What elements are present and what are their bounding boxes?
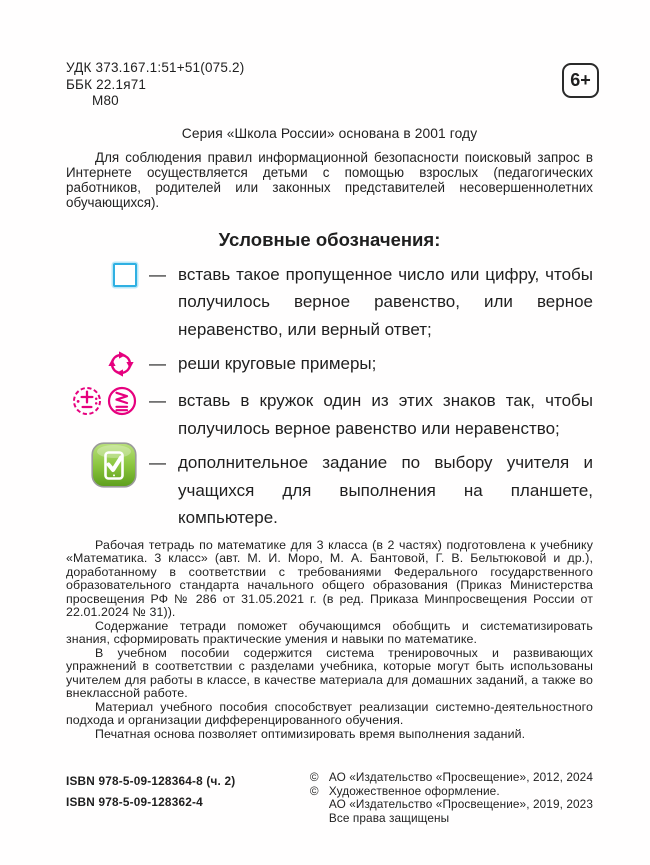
copyright-sign: ©	[309, 783, 319, 798]
annotation-paragraph: Содержание тетради поможет обучающимся обобщить и систематизировать знания, сформировать практические умения и навыки по математике.	[66, 618, 593, 647]
age-rating-badge: 6+	[562, 63, 599, 98]
footer	[66, 771, 593, 825]
bibliographic-codes	[66, 60, 244, 110]
legend-dash: —	[149, 391, 166, 411]
annotation-paragraph: Печатная основа позволяет оптимизировать время выполнения заданий.	[95, 726, 526, 741]
legend-item	[66, 449, 593, 532]
legend-dash: —	[149, 453, 166, 473]
copyright-sign: ©	[309, 770, 319, 785]
legend-dash: —	[149, 354, 166, 374]
safety-note: Для соблюдения правил информационной безопасности поисковый запрос в Интернете осуществляется детьми с помощью взрослых (педагогических работников, родителей или законных представителей несовершеннолетних обучающихся).	[66, 149, 593, 211]
author-sign: М80	[92, 93, 119, 108]
copyright-sign	[310, 798, 329, 812]
circular-arrows-icon	[105, 348, 137, 380]
copyright-line: © Художественное оформление.	[309, 783, 500, 798]
copyright-sign	[310, 812, 329, 826]
legend-text: реши круговые примеры;	[178, 354, 377, 374]
legend-item	[66, 261, 593, 344]
legend-dash: —	[149, 264, 166, 284]
series-note: Серия «Школа России» основана в 2001 году	[181, 125, 478, 141]
isbn-line: ISBN 978-5-09-128364-8 (ч. 2)	[66, 774, 236, 789]
empty-box-icon	[113, 263, 137, 287]
comparison-signs-icon	[107, 386, 137, 416]
legend-item	[66, 350, 593, 380]
legend-text: вставь такое пропущенное число или цифру, чтобы получилось верное равенство, или верное неравенство, или верный ответ;	[178, 264, 593, 339]
udk-line: УДК 373.167.1:51+51(075.2)	[66, 60, 245, 75]
legend-text: дополнительное задание по выбору учителя и учащихся для выполнения на планшете, компьютере.	[178, 453, 593, 528]
annotation-paragraph: В учебном пособии содержится система тренировочных и развивающих упражнений в соответствии с разделами учебника, которые могут быть использованы учителем для работы в классе, в качестве материала для домашних заданий, а также во внеклассной работе.	[66, 645, 593, 701]
isbn-block	[66, 771, 235, 825]
tablet-check-icon	[91, 442, 137, 488]
annotation	[66, 539, 593, 742]
isbn-line: ISBN 978-5-09-128362-4	[66, 794, 203, 809]
top-row	[66, 60, 593, 110]
operation-signs-icon	[72, 386, 102, 416]
bbk-line: ББК 22.1я71	[66, 76, 147, 92]
legend-item	[66, 387, 593, 442]
copyright-line: АО «Издательство «Просвещение», 2019, 2023	[310, 798, 593, 812]
annotation-paragraph: Материал учебного пособия способствует реализации системно-деятельностного подхода и организации дифференцированного обучения.	[66, 699, 593, 728]
legend-text: вставь в кружок один из этих знаков так, чтобы получилось верное равенство или неравенство;	[178, 391, 593, 438]
copyright-block	[310, 771, 593, 825]
copyright-line: Все права защищены	[310, 812, 593, 826]
legend	[66, 261, 593, 532]
copyright-line: © АО «Издательство «Просвещение», 2012, 2024	[309, 770, 593, 785]
legend-title: Условные обозначения:	[218, 228, 441, 250]
annotation-paragraph: Рабочая тетрадь по математике для 3 класса (в 2 частях) подготовлена к учебнику «Математика. 3 класс» (авт. М. И. Моро, М. А. Бантовой, Г. В. Бельтюковой и др.), доработанному в соответствии с требованиями Федерального государственного образовательного стандарта начального общего образования (Приказ Министерства просвещения РФ № 286 от 31.05.2021 г. (в ред. Приказа Минпросвещения России от 22.01.2024 № 31)).	[66, 537, 593, 620]
